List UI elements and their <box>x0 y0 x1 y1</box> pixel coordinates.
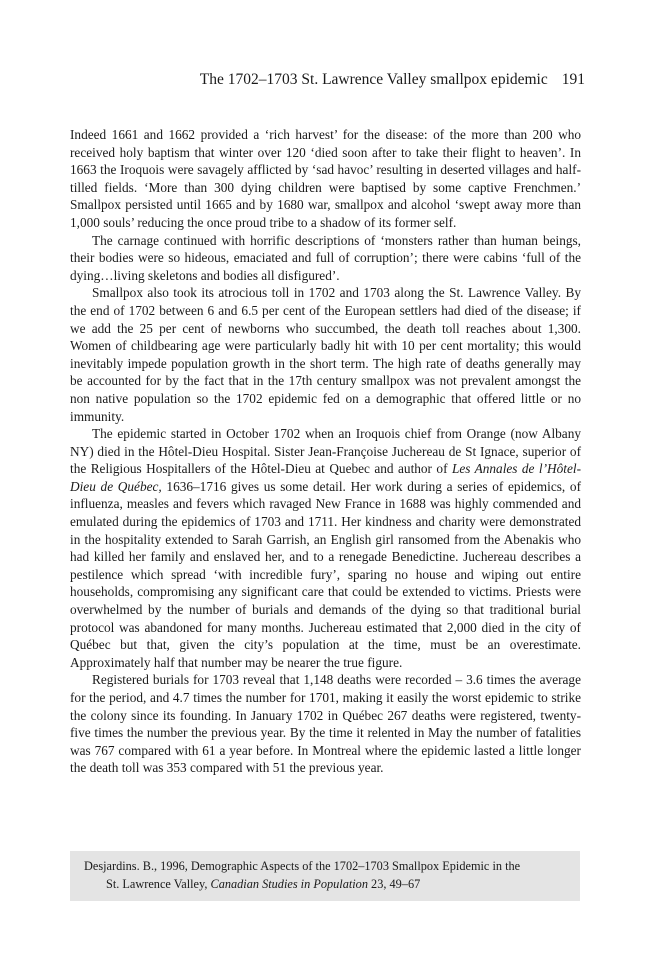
paragraph-1: Indeed 1661 and 1662 provided a ‘rich harvest’ for the disease: of the more than 200 who received holy baptism that winter over 120 ‘died soon after to take their flight to heaven’. In 1663 the Iroquois were savagely afflicted by ‘sad havoc’ resulting in deserted villages and half-tilled fields. ‘More than 300 dying children were baptised by some captive Frenchmen.’ Smallpox persisted until 1665 and by 1680 war, smallpox and alcohol ‘swept away more than 1,000 souls’ reducing the once proud tribe to a shadow of its former self. <box>70 127 581 230</box>
paragraph-3: Smallpox also took its atrocious toll in 1702 and 1703 along the St. Lawrence Valley. By the end of 1702 between 6 and 6.5 per cent of the European settlers had died of the disease; if we add the 25 per cent of newborns who succumbed, the death toll reaches about 1,300. Women of childbearing age were particularly badly hit with 10 per cent mortality; this would inevitably impede population growth in the short term. The high rate of deaths generally may be accounted for by the fact that in the 17th century smallpox was not prevalent amongst the non native population so the 1702 epidemic fed on a demographic that offered little or no immunity. <box>70 285 581 424</box>
paragraph-4-part-b: 1636–1716 gives us some detail. Her work during a series of epidemics, of influenza, measles and fevers which ravaged New France in 1688 was highly commended and emulated during the epidemics of 1703 and 1711. Her kindness and charity were demonstrated in the hospitality extended to Sarah Garrish, an English girl ransomed from the Abenakis who had killed her family and enslaved her, and to a renegade Benedictine. Juchereau describes a pestilence which spread ‘with incredible fury’, sparing no house and wiping out entire households, compromising any significant care that could be extended to victims. Priests were overwhelmed by the number of burials and demands of the dying so that traditional burial protocol was abandoned for many months. Juchereau estimated that 2,000 died in the city of Québec but that, given the city’s population at the time, must be an overestimate. Approximately half that number may be nearer the true figure. <box>70 478 582 670</box>
reference-citation <box>84 857 566 893</box>
paragraph-4-part-a: The epidemic started in October 1702 when an Iroquois chief from Orange (now Albany NY) died in the Hôtel-Dieu Hospital. Sister Jean-Françoise Juchereau de St Ignace, superior of the Religious Hospitallers of the Hôtel-Dieu at Quebec and author of <box>70 426 581 477</box>
paragraph-2: The carnage continued with horrific descriptions of ‘monsters rather than human beings, their bodies were so hideous, emaciated and full of corruption’; there were cabins ‘full of the dying…living skeletons and bodies all disfigured’. <box>70 232 581 283</box>
journal-title: Canadian Studies in Population <box>210 877 368 891</box>
running-title: The 1702–1703 St. Lawrence Valley smallpox epidemic <box>199 71 548 88</box>
page-number: 191 <box>561 71 585 88</box>
reference-line-2 <box>84 875 566 893</box>
reference-line-2-a: St. Lawrence Valley, <box>106 877 211 891</box>
paragraph-4 <box>70 425 581 671</box>
reference-box <box>70 851 580 901</box>
body-text <box>70 126 581 777</box>
reference-line-2-b: 23, 49–67 <box>367 877 421 891</box>
annales-title: Les Annales de l’Hôtel-Dieu de Québec, <box>70 461 581 494</box>
paragraph-5: Registered burials for 1703 reveal that 1,148 deaths were recorded – 3.6 times the average for the period, and 4.7 times the number for 1701, making it easily the worst epidemic to strike the colony since its founding. In January 1702 in Québec 267 deaths were registered, twenty-five times the number the previous year. By the time it relented in May the number of fatalities was 767 compared with 61 a year before. In Montreal where the epidemic lasted a little longer the death toll was 353 compared with 51 the previous year. <box>70 672 581 776</box>
reference-line-1: Desjardins. B., 1996, Demographic Aspects of the 1702–1703 Smallpox Epidemic in the <box>84 859 521 873</box>
running-header <box>70 70 585 90</box>
